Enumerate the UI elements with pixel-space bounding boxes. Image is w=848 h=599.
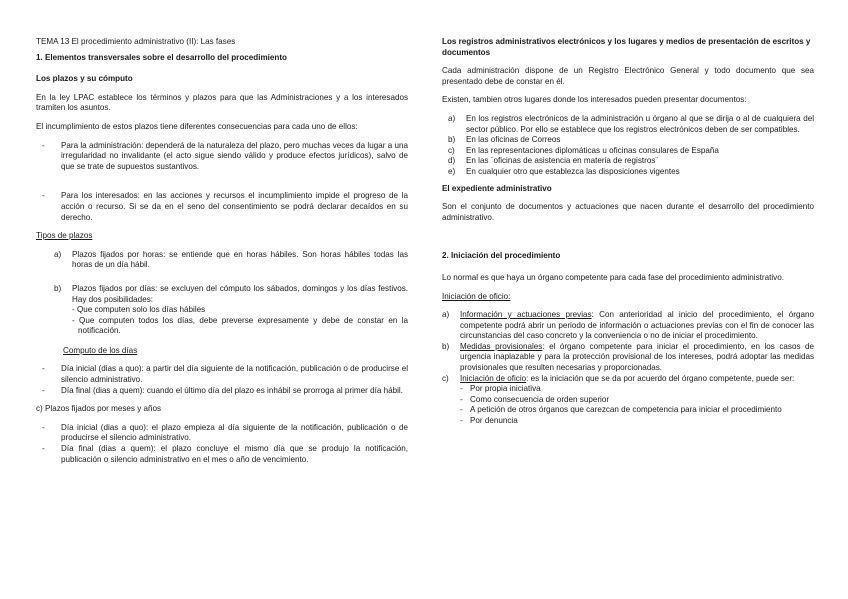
list-item [448, 156, 814, 167]
dash-marker: - [42, 385, 45, 395]
consecuencia-administracion: Para la administración: dependerá de la naturaleza del plazo, pero muchas veces da lugar a una irregularidad no invalidante (el acto sigue siendo válido y produce efectos jurídicos), salvo de que se trate de supuestos sustantivos. [61, 140, 408, 171]
paragraph-normal: Lo normal es que haya un órgano competente para cada fase del procedimiento administrativo. [442, 272, 784, 282]
left-column [36, 37, 408, 465]
alpha-marker: b) [448, 135, 456, 145]
list-item [54, 284, 408, 337]
dash-marker: - [42, 422, 45, 432]
oficio-informacion [460, 310, 814, 342]
section-1-heading: 1. Elementos transversales sobre el desarrollo del procedimiento [36, 52, 288, 62]
registros-heading: Los registros administrativos electrónicos y los lugares y medios de presentación de escritos y documentos [442, 37, 811, 57]
dash-marker: - [460, 416, 463, 426]
section-2-heading: 2. Iniciación del procedimiento [442, 251, 561, 261]
dash-marker: - [460, 384, 463, 394]
list-item [448, 135, 814, 146]
list-item [460, 384, 814, 395]
list-item [460, 405, 814, 416]
lugares-list [442, 114, 814, 178]
dash-marker: - [42, 364, 45, 374]
tipo-dias-text: Plazos fijados por días: se excluyen del cómputo los sábados, domingos y los días festivos. Hay dos posibilidades: [72, 283, 408, 304]
oficio-medidas [460, 342, 814, 374]
paragraph-incumplimiento: El incumplimiento de estos plazos tiene diferentes consecuencias para cada uno de ellos: [36, 121, 358, 131]
list-item [442, 310, 814, 342]
tipo-dias [72, 284, 408, 337]
lugar-registros-electronicos: En los registros electrónicos de la administración u órgano al que se dirija o al de cualquiera del sector público. Por ello se establece que los registros electrónicos deben de ser compatibles. [466, 113, 814, 134]
oficio-informacion-label: Información y actuaciones previas [460, 310, 592, 320]
alpha-marker: c) [448, 145, 455, 155]
alpha-marker: e) [448, 166, 456, 176]
paragraph-lpac: En la ley LPAC establece los términos y plazos para que las Administraciones y a los interesados tramiten los asuntos. [36, 92, 408, 113]
list-item [442, 374, 814, 385]
oficio-sub-denuncia: Por denuncia [470, 416, 518, 426]
right-column [442, 37, 814, 427]
paragraph-registro: Cada administración dispone de un Registro Electrónico General y todo documento que sea presentado debe de constar en él. [442, 66, 814, 86]
alpha-marker: b) [54, 283, 62, 293]
oficio-sub-orden: Como consecuencia de orden superior [470, 394, 610, 404]
paragraph-expediente: Son el conjunto de documentos y actuaciones que nacen durante el desarrollo del procedimiento administrativo. [442, 202, 814, 222]
list-item [448, 114, 814, 135]
computo-final: Día final (dias a quem): cuando el último día del plazo es inhábil se prorroga al primer día hábil. [61, 385, 403, 395]
list-item [460, 416, 814, 427]
dash-marker: - [42, 140, 45, 150]
oficio-iniciacion [460, 374, 814, 385]
list-item [54, 250, 408, 271]
dash-marker: - [42, 191, 45, 201]
computo-heading: Computo de los días [63, 345, 138, 355]
alpha-marker: a) [54, 249, 62, 259]
oficio-iniciacion-label: Iniciación de oficio [460, 373, 527, 383]
tipo-meses-heading: c) Plazos fijados por meses y años [36, 404, 162, 414]
list-item [42, 364, 408, 385]
consecuencia-interesados: Para los interesados: en las acciones y recursos el incumplimiento impide el progreso de la acción o recurso. Si se da en el seno del consentimiento se podrá declarar decaídos en su derecho. [61, 191, 408, 222]
dash-marker: - [460, 405, 463, 415]
tipo-dias-sub2: - Que computen todos los días, debe preverse expresamente y debe de constar en la notificación. [72, 315, 408, 336]
computo-inicial: Día inicial (dias a quo): a partir del día siguiente de la notificación, publicación o de producirse el silencio administrativo. [61, 364, 408, 385]
document-title: TEMA 13 El procedimiento administrativo (II): Las fases [36, 37, 236, 46]
dash-marker: - [460, 394, 463, 404]
alpha-marker: b) [442, 341, 450, 351]
alpha-marker: c) [442, 373, 449, 383]
expediente-heading: El expediente administrativo [442, 183, 552, 193]
list-item [448, 167, 814, 178]
list-item [42, 141, 408, 173]
meses-final: Día final (dias a quem): el plazo concluye el mismo día que se produjo la notificación, publicación o silencio administrativo en el mes o año de vencimiento. [61, 444, 408, 464]
oficio-iniciacion-text: : es la iniciación que se da por acuerdo del órgano competente, puede ser: [526, 373, 795, 383]
tipos-heading: Tipos de plazos [36, 231, 93, 241]
meses-inicial: Día inicial (dias a quo): el plazo empieza al día siguiente de la notificación, publicación o de producirse el silencio administrativo. [61, 422, 408, 443]
plazos-heading: Los plazos y su cómputo [36, 74, 133, 84]
oficio-sub-propia: Por propia iniciativa [470, 384, 541, 394]
list-item [42, 444, 408, 465]
lugar-correos: En las oficinas de Correos [466, 135, 561, 145]
list-item [442, 342, 814, 374]
lugar-representaciones: En las representaciones diplomáticas u oficinas consulares de España [466, 145, 719, 155]
list-item [448, 146, 814, 157]
tipo-dias-sub1: - Que computen solo los días hábiles [72, 305, 206, 315]
alpha-marker: d) [448, 156, 456, 166]
oficio-sub-peticion: A petición de otros órganos que carezcan de competencia para iniciar el procedimiento [470, 405, 782, 415]
oficio-list [442, 310, 814, 427]
lugar-otros: En cualquier otro que establezca las disposiciones vigentes [466, 166, 680, 176]
tipo-horas: Plazos fijados por horas: se entiende que en horas hábiles. Son horas hábiles todas las horas de un día hábil. [72, 249, 408, 270]
list-item [42, 191, 408, 223]
list-item [42, 423, 408, 444]
list-item [460, 395, 814, 406]
oficio-medidas-text: : el órgano competente para iniciar el procedimiento, en los casos de urgencia inaplazable y para la protección provisional de los intereses, podrá adoptar las medidas provisionales que resulten necesarias y proporcionadas. [460, 341, 814, 373]
lugar-oficinas-asistencia: En las ¨oficinas de asistencia en materia de registros¨ [466, 156, 659, 166]
list-item [42, 386, 408, 397]
oficio-medidas-label: Medidas provisionales [460, 341, 543, 351]
paragraph-existen: Existen, tambien otros lugares donde los interesados pueden presentar documentos: [442, 95, 747, 105]
oficio-informacion-text: : Con anterioridad al inicio del procedimiento, el órgano competente podrá abrir un periodo de información o actuaciones previas con el fin de conocer las circunstancias del caso concreto y la conveniencia o no de iniciar el procedimiento. [460, 310, 814, 341]
alpha-marker: a) [448, 113, 456, 123]
alpha-marker: a) [442, 310, 450, 320]
oficio-heading: Iniciación de oficio: [442, 291, 511, 301]
dash-marker: - [42, 444, 45, 454]
